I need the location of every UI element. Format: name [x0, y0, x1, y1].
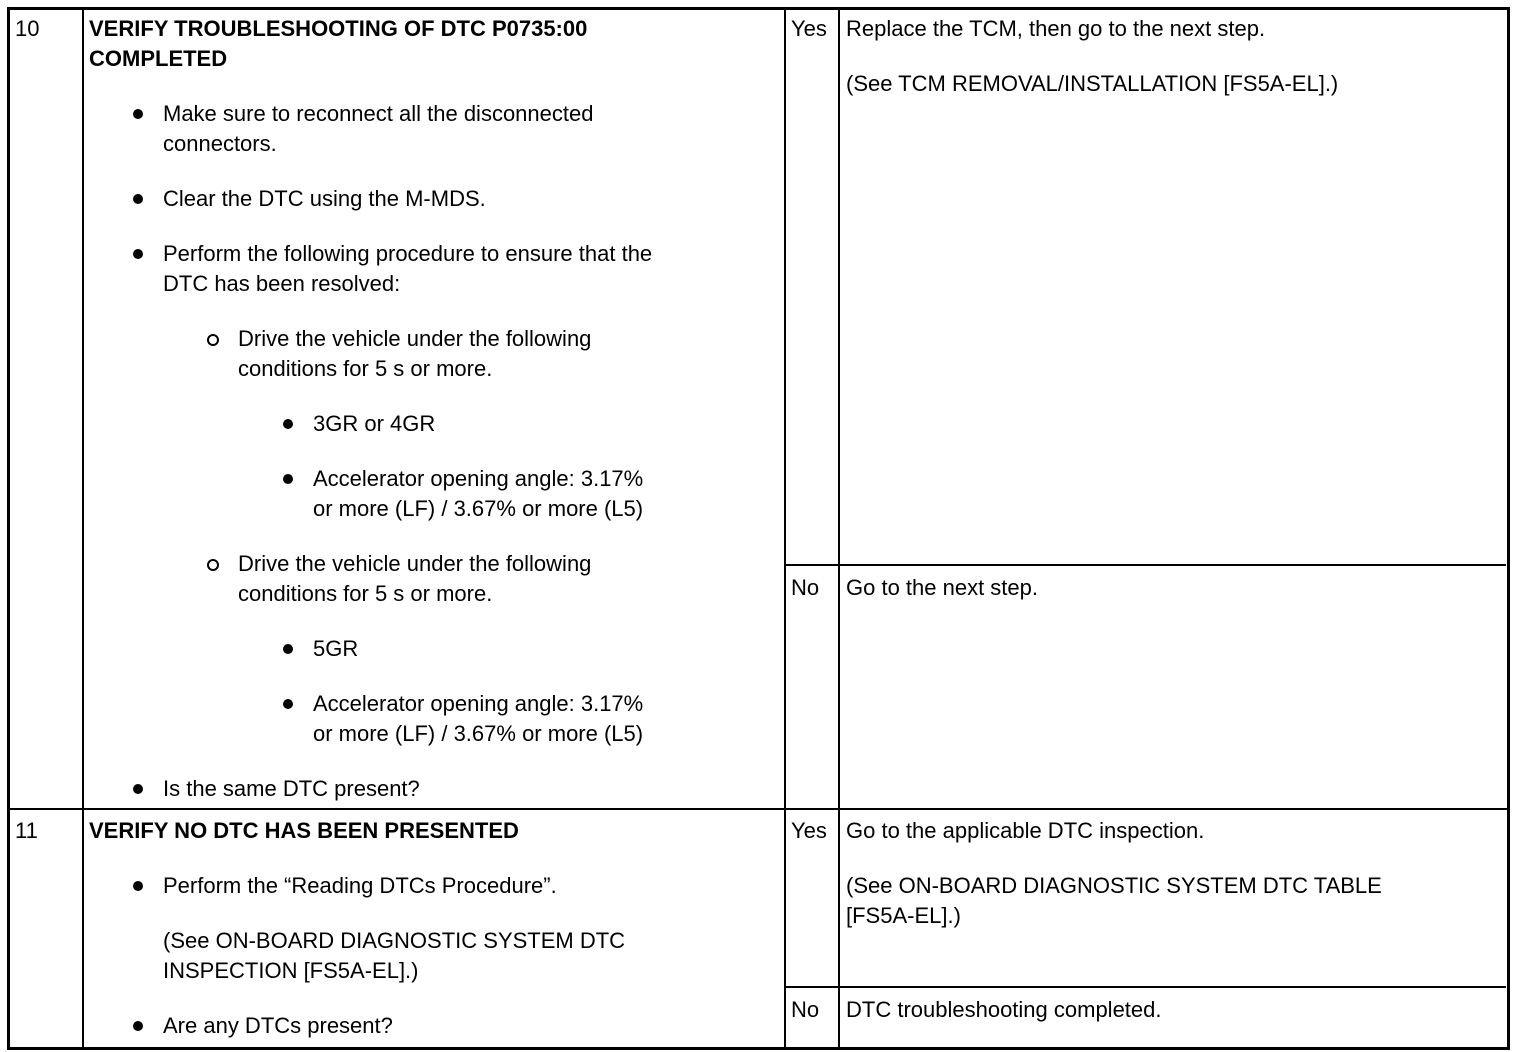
yes-no-divider-row11	[786, 986, 1506, 988]
step-title-continued: COMPLETED	[89, 46, 228, 71]
question-text: Is the same DTC present?	[163, 776, 420, 801]
bullet-icon	[283, 699, 293, 709]
row-divider	[7, 808, 1507, 810]
instruction-text: Perform the following procedure to ensure that the	[163, 241, 653, 266]
no-label: No	[791, 575, 820, 600]
instruction-text: Make sure to reconnect all the disconnected	[163, 101, 594, 126]
condition-text: Accelerator opening angle: 3.17%	[313, 466, 644, 491]
step-number: 11	[15, 818, 38, 843]
instruction-text: Clear the DTC using the M-MDS.	[163, 186, 486, 211]
bullet-icon	[133, 1021, 143, 1031]
step-title: VERIFY NO DTC HAS BEEN PRESENTED	[89, 818, 519, 843]
reference-text: (See ON-BOARD DIAGNOSTIC SYSTEM DTC	[163, 928, 626, 953]
condition-text: Accelerator opening angle: 3.17%	[313, 691, 644, 716]
bullet-icon	[133, 249, 143, 259]
step-column-divider	[82, 7, 84, 1047]
condition-text: 3GR or 4GR	[313, 411, 436, 436]
step-number: 10	[15, 16, 40, 41]
sub-instruction-text: Drive the vehicle under the following	[238, 326, 592, 351]
no-action-text: DTC troubleshooting completed.	[846, 997, 1162, 1022]
sub-instruction-text: Drive the vehicle under the following	[238, 551, 592, 576]
yes-label: Yes	[791, 16, 827, 41]
yes-no-divider-row10	[786, 564, 1506, 566]
instruction-text: connectors.	[163, 131, 277, 156]
procedure-column-divider	[784, 7, 786, 1047]
sub-instruction-text: conditions for 5 s or more.	[238, 356, 493, 381]
step-title: VERIFY TROUBLESHOOTING OF DTC P0735:00	[89, 16, 588, 41]
instruction-text: DTC has been resolved:	[163, 271, 401, 296]
condition-text: 5GR	[313, 636, 359, 661]
bullet-icon	[283, 419, 293, 429]
yes-action-text: Go to the applicable DTC inspection.	[846, 818, 1205, 843]
yes-reference-text: [FS5A-EL].)	[846, 903, 961, 928]
open-bullet-icon	[207, 559, 219, 571]
yes-action-text: Replace the TCM, then go to the next step.	[846, 16, 1266, 41]
bullet-icon	[283, 474, 293, 484]
result-column-divider	[838, 7, 840, 1047]
yes-reference-text: (See ON-BOARD DIAGNOSTIC SYSTEM DTC TABLE	[846, 873, 1382, 898]
question-text: Are any DTCs present?	[163, 1013, 393, 1038]
condition-text: or more (LF) / 3.67% or more (L5)	[313, 496, 644, 521]
no-action-text: Go to the next step.	[846, 575, 1039, 600]
instruction-text: Perform the “Reading DTCs Procedure”.	[163, 873, 557, 898]
yes-reference-text: (See TCM REMOVAL/INSTALLATION [FS5A-EL].)	[846, 71, 1339, 96]
yes-label: Yes	[791, 818, 827, 843]
no-label: No	[791, 997, 820, 1022]
bullet-icon	[283, 644, 293, 654]
bullet-icon	[133, 194, 143, 204]
condition-text: or more (LF) / 3.67% or more (L5)	[313, 721, 644, 746]
bullet-icon	[133, 109, 143, 119]
bullet-icon	[133, 784, 143, 794]
reference-text: INSPECTION [FS5A-EL].)	[163, 958, 419, 983]
bullet-icon	[133, 881, 143, 891]
open-bullet-icon	[207, 334, 219, 346]
sub-instruction-text: conditions for 5 s or more.	[238, 581, 493, 606]
